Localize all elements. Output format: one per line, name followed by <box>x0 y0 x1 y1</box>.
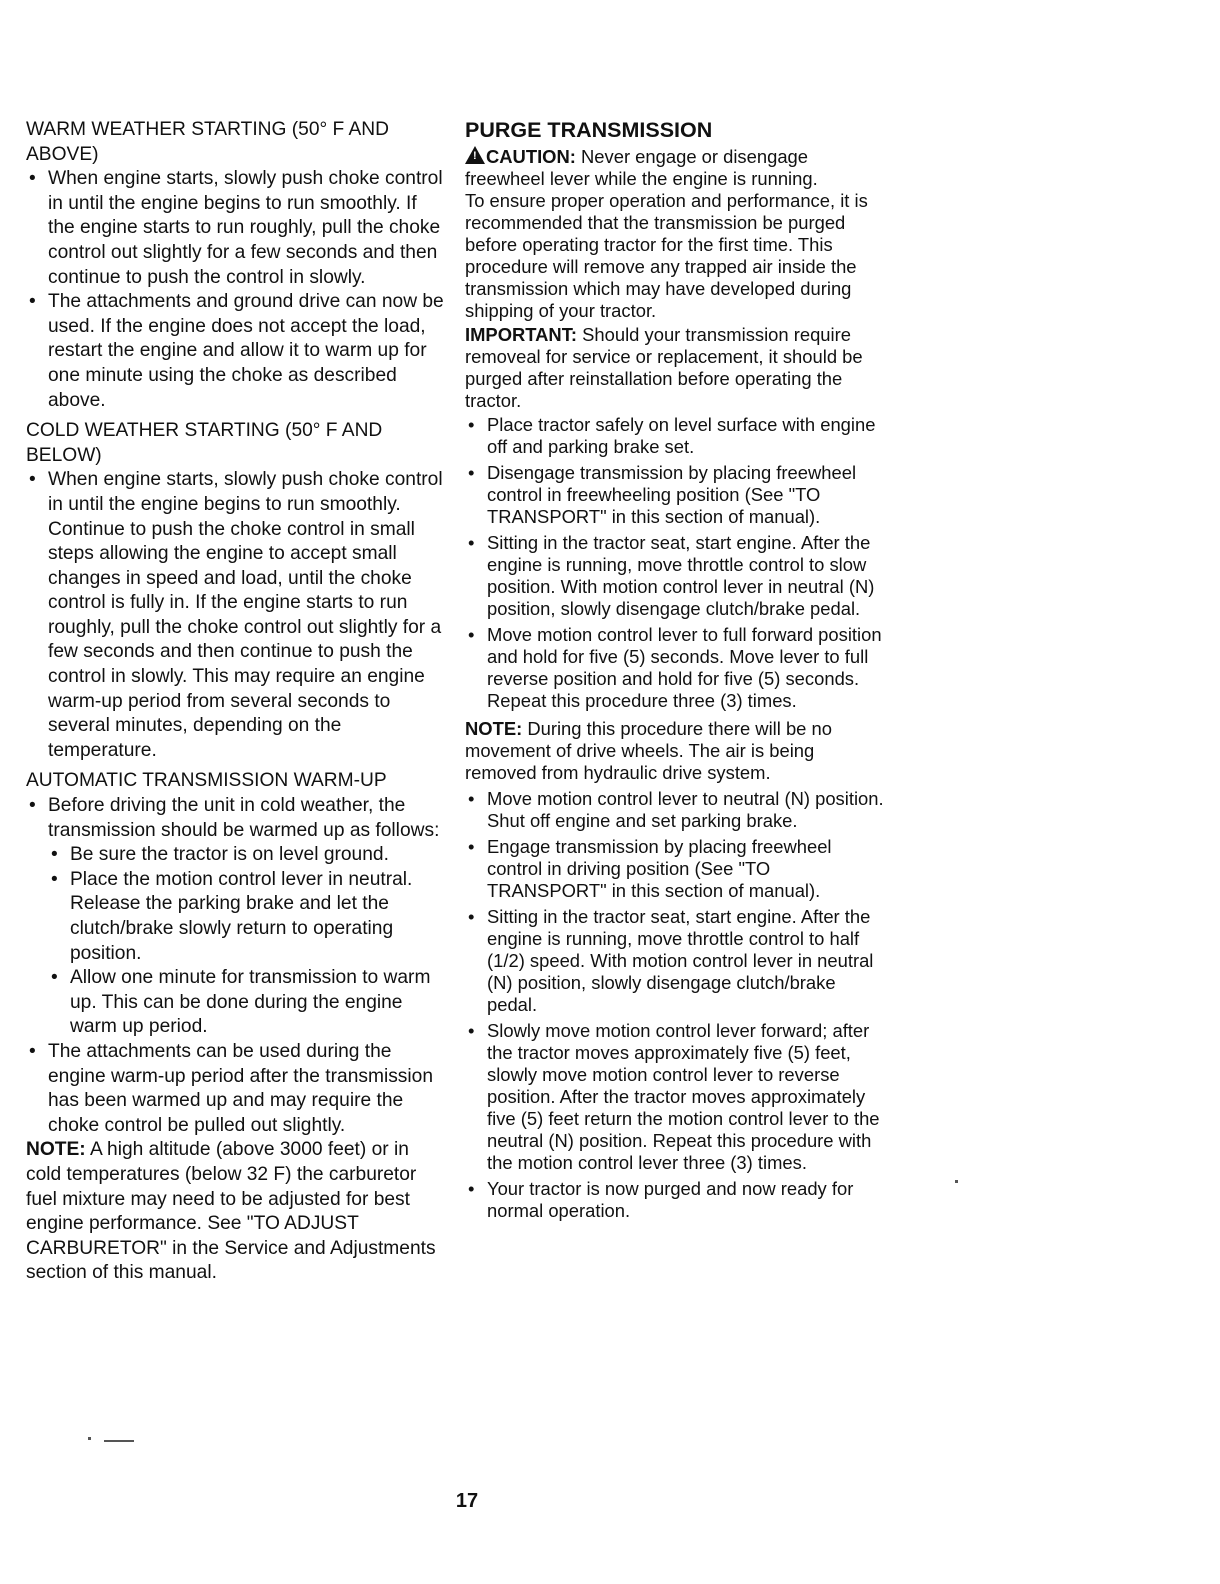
note-label: NOTE: <box>26 1139 86 1161</box>
scan-artifact <box>955 1180 958 1183</box>
list-item: • The attachments and ground drive can now be used. If the engine does not accept the load, restart the engine and allow it to warm up for one minute using the choke as described above. <box>26 290 444 413</box>
sub-list-item: • Be sure the tractor is on level ground. <box>48 843 444 868</box>
list-item: • Sitting in the tractor seat, start engine. After the engine is running, move throttle control to slow position. With motion control lever in neutral (N) position, slowly disengage clutch/brake pedal. <box>465 532 885 620</box>
list-item: • The attachments can be used during the engine warm-up period after the transmission has been warmed up and may require the choke control be pulled out slightly. <box>26 1040 444 1138</box>
note-label: NOTE: <box>465 718 523 739</box>
right-note <box>465 718 885 784</box>
page-number: 17 <box>455 1490 479 1512</box>
list-item: • Your tractor is now purged and now ready for normal operation. <box>465 1178 885 1222</box>
list-item <box>26 794 444 1040</box>
right-column <box>465 118 885 1222</box>
caution-label: CAUTION: <box>486 146 576 167</box>
note-text: A high altitude (above 3000 feet) or in cold temperatures (below 32 F) the carburetor fuel mixture may need to be adjusted for best engine performance. See "TO ADJUST CARBURETOR" in the Service and Adjustments section of this manual. <box>26 1139 436 1284</box>
list-item: • When engine starts, slowly push choke control in until the engine begins to run smoothly. Continue to push the choke control in small steps allowing the engine to accept small changes in speed and load, until the choke control is fully in. If the engine starts to run roughly, pull the choke control out slightly for a few seconds and then continue to push the control in slowly. This may require an engine warm-up period from several seconds to several minutes, depending on the temperature. <box>26 468 444 763</box>
purge-transmission-title: PURGE TRANSMISSION <box>465 118 713 142</box>
list-item: • Slowly move motion control lever forward; after the tractor moves approximately five (5) feet, slowly move motion control lever to reverse position. After the tractor moves approximately five (5) feet return the motion control lever to the neutral (N) position. Repeat this procedure with the motion control lever three (3) times. <box>465 1020 885 1174</box>
cold-weather-heading: COLD WEATHER STARTING (50° F AND BELOW) <box>26 420 383 466</box>
cold-weather-list <box>26 468 444 763</box>
scan-artifact <box>88 1437 91 1440</box>
note-text: During this procedure there will be no movement of drive wheels. The air is being removed from hydraulic drive system. <box>465 718 832 783</box>
important-label: IMPORTANT: <box>465 324 578 345</box>
purge-steps-list-2 <box>465 788 885 1222</box>
important-text: Should your transmission require removeal for service or replacement, it should be purged after reinstallation before operating the tractor. <box>465 324 863 411</box>
warm-weather-heading: WARM WEATHER STARTING (50° F AND ABOVE) <box>26 119 390 165</box>
intro-paragraph: To ensure proper operation and performance, it is recommended that the transmission be purged before operating tractor for the first time. This procedure will remove any trapped air inside the transmission which may have developed during shipping of your tractor. <box>465 190 868 321</box>
purge-steps-list-1 <box>465 414 885 712</box>
left-note <box>26 1138 444 1286</box>
list-item: • Sitting in the tractor seat, start engine. After the engine is running, move throttle control to half (1/2) speed. With motion control lever in neutral (N) position, slowly disengage clutch/brake pedal. <box>465 906 885 1016</box>
caution-paragraph <box>465 146 885 190</box>
list-item: • Engage transmission by placing freewheel control in driving position (See "TO TRANSPORT" in this section of manual). <box>465 836 885 902</box>
warm-weather-list <box>26 167 444 413</box>
caution-text: Never engage or disengage freewheel lever while the engine is running. <box>465 146 818 189</box>
sub-list-item: • Place the motion control lever in neutral. Release the parking brake and let the clutch/brake slowly return to operating position. <box>48 868 444 966</box>
auto-transmission-heading: AUTOMATIC TRANSMISSION WARM-UP <box>26 770 387 792</box>
list-item-text: Before driving the unit in cold weather, the transmission should be warmed up as follows: <box>48 795 440 841</box>
important-paragraph <box>465 324 885 412</box>
warning-triangle-icon <box>465 146 485 164</box>
auto-transmission-list <box>26 794 444 1138</box>
list-item: • Place tractor safely on level surface with engine off and parking brake set. <box>465 414 885 458</box>
sub-list-item: • Allow one minute for transmission to warm up. This can be done during the engine warm up period. <box>48 966 444 1040</box>
list-item: • Disengage transmission by placing freewheel control in freewheeling position (See "TO TRANSPORT" in this section of manual). <box>465 462 885 528</box>
auto-sub-list <box>48 843 444 1040</box>
scan-artifact <box>104 1440 134 1442</box>
list-item: • When engine starts, slowly push choke control in until the engine begins to run smoothly. If the engine starts to run roughly, pull the choke control out slightly for a few seconds and then continue to push the control in slowly. <box>26 167 444 290</box>
list-item: • Move motion control lever to neutral (N) position. Shut off engine and set parking brake. <box>465 788 885 832</box>
list-item: • Move motion control lever to full forward position and hold for five (5) seconds. Move lever to full reverse position and hold for five (5) seconds. Repeat this procedure three (3) times. <box>465 624 885 712</box>
left-column <box>26 118 444 1286</box>
